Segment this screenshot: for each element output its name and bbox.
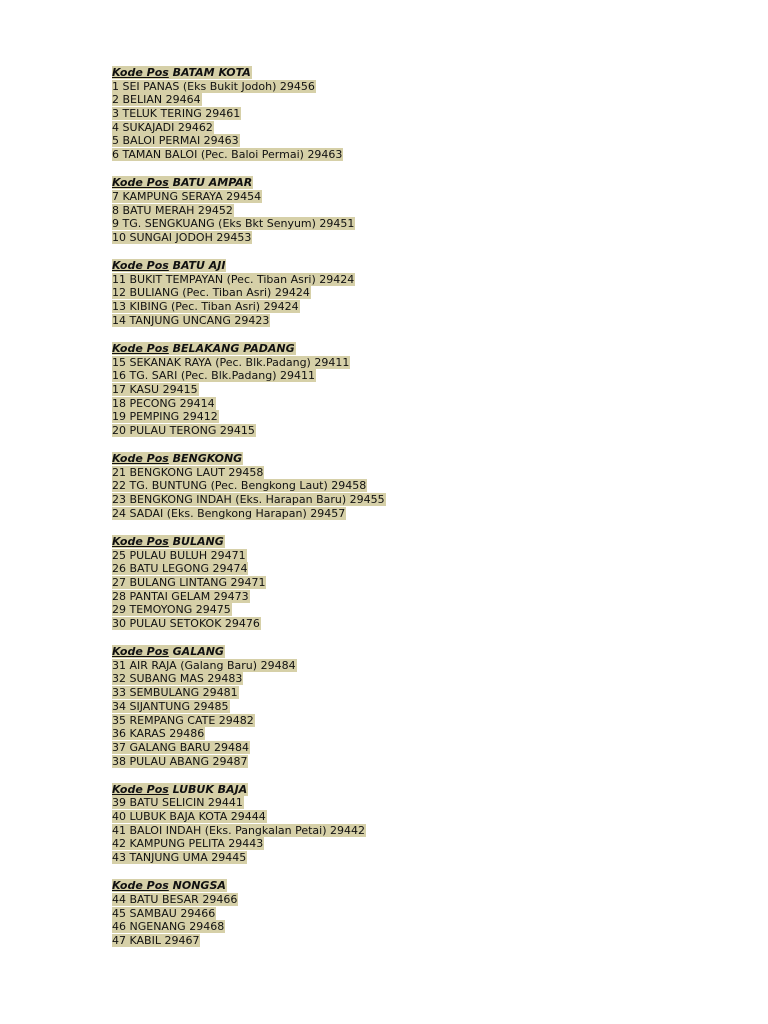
postal-entry [112,686,712,700]
postal-entry [112,286,712,300]
postal-entry-text: 3 TELUK TERING 29461 [112,107,241,121]
postal-entry [112,727,712,741]
postal-entry [112,617,712,631]
postal-entry-text: 16 TG. SARI (Pec. Blk.Padang) 29411 [112,369,315,383]
district-name: BATAM KOTA [172,66,251,79]
kode-pos-label: Kode Pos [112,66,169,79]
postal-entry [112,273,712,287]
postal-entry-text: 35 REMPANG CATE 29482 [112,713,254,727]
postal-entry-text: 42 KAMPUNG PELITA 29443 [112,837,264,851]
postal-entry [112,741,712,755]
postal-entry [112,755,712,769]
district-section [112,452,712,520]
postal-entry [112,217,712,231]
section-heading-highlight [112,342,296,355]
district-name: NONGSA [172,879,226,893]
postal-entry [112,920,712,934]
section-heading-highlight [112,783,248,796]
postal-entry-text: 8 BATU MERAH 29452 [112,203,233,217]
postal-entry-text: 2 BELIAN 29464 [112,93,201,107]
postal-entry-text: 4 SUKAJADI 29462 [112,120,213,134]
postal-entry [112,810,712,824]
kode-pos-label: Kode Pos [112,879,169,893]
section-heading [112,342,712,356]
section-heading [112,66,712,80]
district-section [112,879,712,947]
district-name: BATU AJI [172,259,226,273]
postal-entry [112,204,712,218]
district-section [112,342,712,438]
postal-entry-text: 39 BATU SELICIN 29441 [112,796,243,810]
section-heading [112,452,712,466]
postal-entry-text: 27 BULANG LINTANG 29471 [112,575,266,589]
postal-entry-text: 13 KIBING (Pec. Tiban Asri) 29424 [112,300,299,314]
kode-pos-label: Kode Pos [112,645,169,659]
postal-entry-text: 45 SAMBAU 29466 [112,906,216,920]
postal-entry-text: 43 TANJUNG UMA 29445 [112,851,247,865]
district-name: BULANG [172,534,224,548]
postal-entry [112,603,712,617]
kode-pos-label: Kode Pos [112,534,169,548]
postal-entry-text: 22 TG. BUNTUNG (Pec. Bengkong Laut) 29458 [112,479,367,493]
section-heading [112,259,712,273]
postal-entry [112,397,712,411]
section-heading-highlight [112,176,253,189]
postal-entry [112,479,712,493]
postal-entry-text: 9 TG. SENGKUANG (Eks Bkt Senyum) 29451 [112,217,355,231]
postal-entry [112,410,712,424]
district-name: BATU AMPAR [172,176,253,190]
postal-entry [112,369,712,383]
postal-entry-text: 20 PULAU TERONG 29415 [112,423,255,437]
section-heading [112,783,712,797]
postal-entry-text: 34 SIJANTUNG 29485 [112,699,229,713]
district-section [112,259,712,327]
district-section [112,535,712,631]
postal-entry-text: 38 PULAU ABANG 29487 [112,754,248,768]
postal-entry [112,837,712,851]
postal-entry [112,466,712,480]
postal-entry-text: 19 PEMPING 29412 [112,410,218,424]
postal-entry-text: 1 SEI PANAS (Eks Bukit Jodoh) 29456 [112,79,315,93]
postal-entry-text: 21 BENGKONG LAUT 29458 [112,465,264,479]
postal-entry-text: 17 KASU 29415 [112,382,198,396]
postal-entry [112,356,712,370]
postal-code-document [112,66,712,962]
postal-entry-text: 30 PULAU SETOKOK 29476 [112,617,260,631]
postal-entry-text: 46 NGENANG 29468 [112,920,225,934]
section-heading [112,879,712,893]
postal-entry [112,107,712,121]
section-heading [112,176,712,190]
postal-entry [112,672,712,686]
postal-entry [112,190,712,204]
section-heading-highlight [112,645,225,658]
kode-pos-label: Kode Pos [112,782,169,796]
postal-entry-text: 31 AIR RAJA (Galang Baru) 29484 [112,658,296,672]
section-heading [112,535,712,549]
postal-entry [112,134,712,148]
postal-entry-text: 36 KARAS 29486 [112,727,205,741]
section-heading [112,645,712,659]
postal-entry [112,824,712,838]
postal-entry [112,121,712,135]
postal-entry [112,796,712,810]
postal-entry [112,576,712,590]
postal-entry [112,851,712,865]
postal-entry-text: 11 BUKIT TEMPAYAN (Pec. Tiban Asri) 29424 [112,272,355,286]
postal-entry [112,714,712,728]
postal-entry-text: 40 LUBUK BAJA KOTA 29444 [112,810,266,824]
postal-entry [112,893,712,907]
postal-entry-text: 7 KAMPUNG SERAYA 29454 [112,189,262,203]
district-name: GALANG [172,645,224,659]
postal-entry-text: 44 BATU BESAR 29466 [112,892,238,906]
kode-pos-label: Kode Pos [112,259,169,273]
postal-entry [112,507,712,521]
postal-entry-text: 15 SEKANAK RAYA (Pec. Blk.Padang) 29411 [112,355,350,369]
postal-entry-text: 5 BALOI PERMAI 29463 [112,134,239,148]
section-heading-highlight [112,879,227,892]
postal-entry [112,424,712,438]
postal-entry-text: 29 TEMOYONG 29475 [112,603,231,617]
district-section [112,66,712,162]
postal-entry-text: 12 BULIANG (Pec. Tiban Asri) 29424 [112,286,310,300]
postal-entry [112,93,712,107]
postal-entry-text: 10 SUNGAI JODOH 29453 [112,230,252,244]
district-section [112,645,712,768]
postal-entry-text: 18 PECONG 29414 [112,396,215,410]
district-name: BENGKONG [172,452,243,466]
section-heading-highlight [112,66,252,79]
postal-entry [112,80,712,94]
postal-entry [112,148,712,162]
postal-entry-text: 25 PULAU BULUH 29471 [112,548,246,562]
kode-pos-label: Kode Pos [112,176,169,190]
postal-entry [112,907,712,921]
section-heading-highlight [112,452,243,465]
postal-entry [112,590,712,604]
section-heading-highlight [112,259,226,272]
kode-pos-label: Kode Pos [112,341,169,355]
district-name: LUBUK BAJA [172,782,248,796]
postal-entry-text: 41 BALOI INDAH (Eks. Pangkalan Petai) 29442 [112,823,365,837]
postal-entry-text: 23 BENGKONG INDAH (Eks. Harapan Baru) 29455 [112,493,385,507]
postal-entry-text: 33 SEMBULANG 29481 [112,686,238,700]
postal-entry-text: 32 SUBANG MAS 29483 [112,672,243,686]
postal-entry [112,562,712,576]
postal-entry [112,493,712,507]
postal-entry [112,934,712,948]
postal-entry-text: 14 TANJUNG UNCANG 29423 [112,313,270,327]
postal-entry [112,549,712,563]
postal-entry [112,383,712,397]
postal-entry [112,314,712,328]
postal-entry-text: 28 PANTAI GELAM 29473 [112,589,249,603]
kode-pos-label: Kode Pos [112,452,169,466]
postal-entry [112,231,712,245]
postal-entry-text: 6 TAMAN BALOI (Pec. Baloi Permai) 29463 [112,148,343,162]
section-heading-highlight [112,535,225,548]
postal-entry-text: 24 SADAI (Eks. Bengkong Harapan) 29457 [112,506,346,520]
postal-entry [112,700,712,714]
district-section [112,176,712,244]
district-name: BELAKANG PADANG [172,341,295,355]
postal-entry [112,659,712,673]
postal-entry-text: 37 GALANG BARU 29484 [112,740,249,754]
postal-entry-text: 47 KABIL 29467 [112,933,200,947]
district-section [112,783,712,865]
postal-entry-text: 26 BATU LEGONG 29474 [112,562,248,576]
postal-entry [112,300,712,314]
